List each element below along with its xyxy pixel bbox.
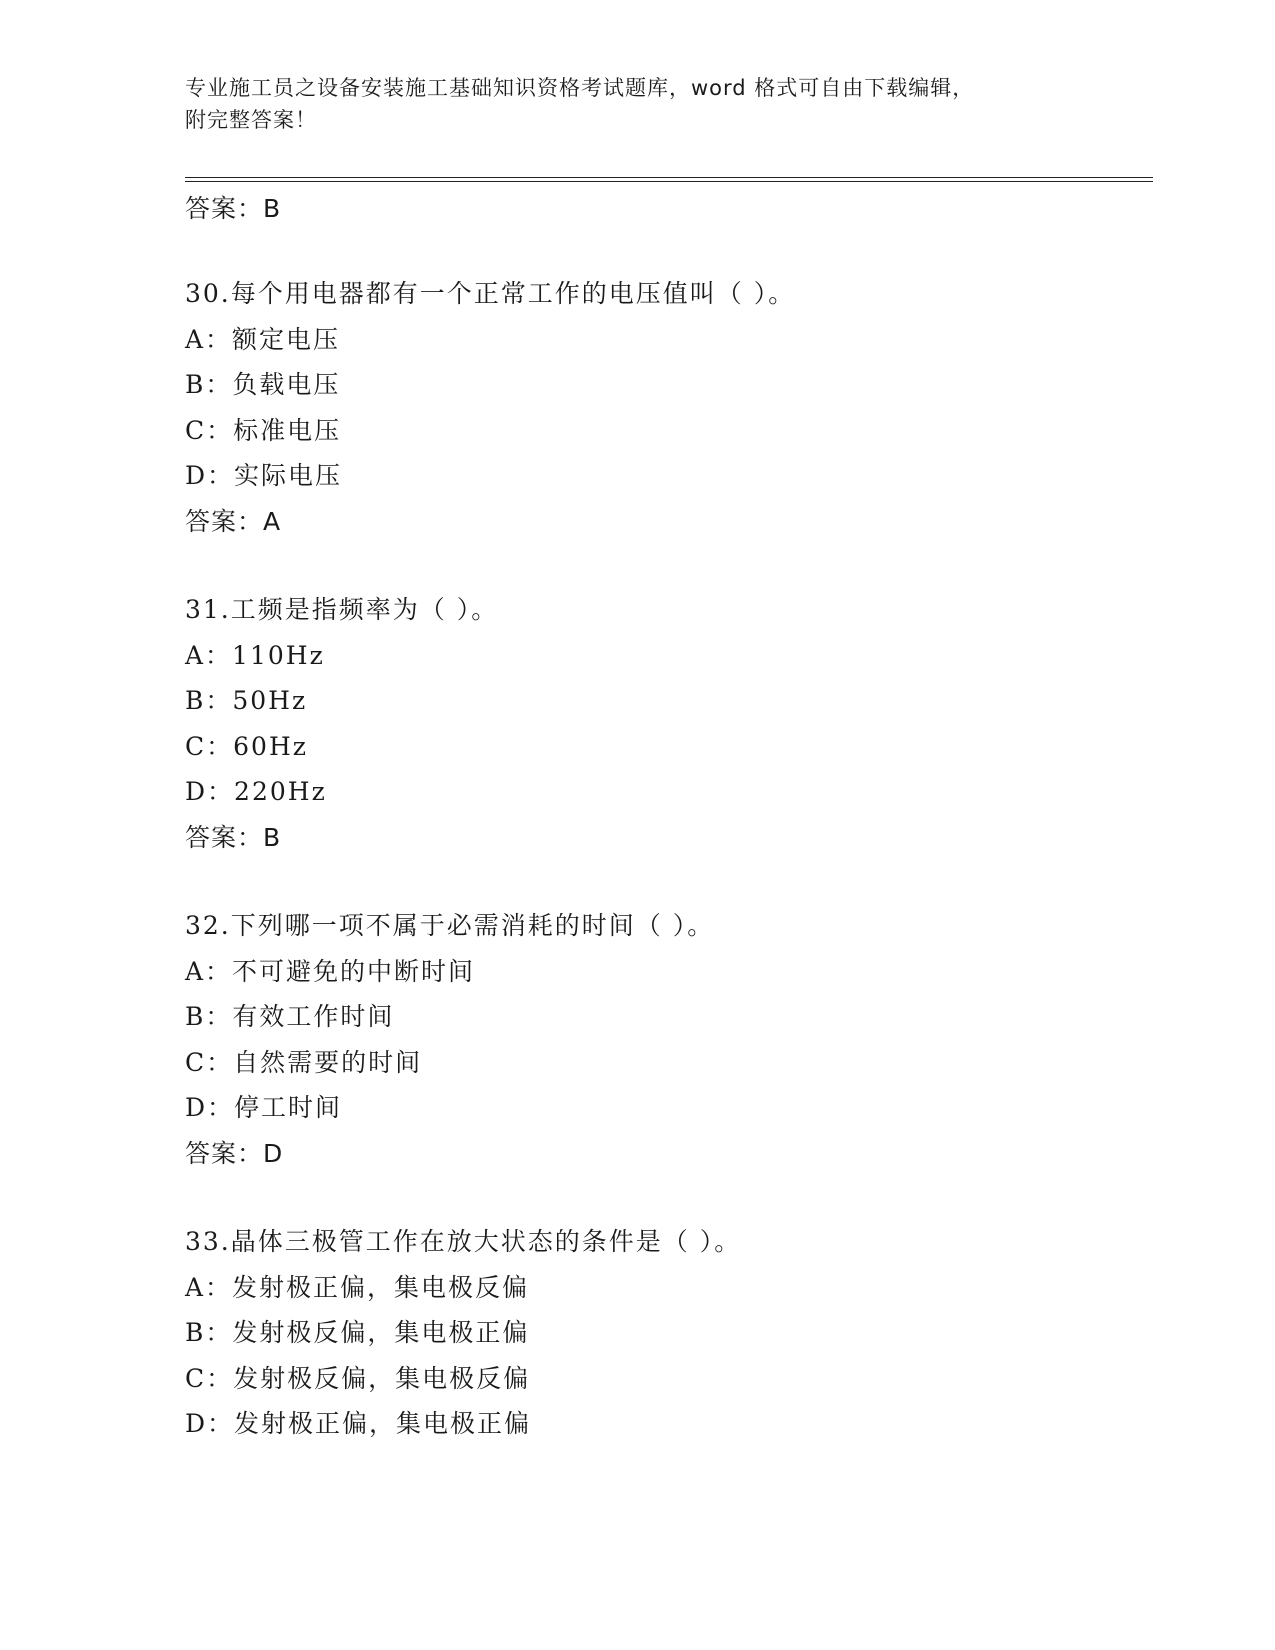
option-b: B：发射极反偏，集电极正偏 (185, 1318, 530, 1347)
header-line-1: 专业施工员之设备安装施工基础知识资格考试题库，word 格式可自由下载编辑， (185, 76, 975, 100)
question-32 (185, 903, 1125, 1176)
question-31 (185, 587, 1125, 860)
option-c: C：发射极反偏，集电极反偏 (185, 1363, 531, 1393)
option-b: B：有效工作时间 (185, 1002, 395, 1031)
option-d: D：发射极正偏，集电极正偏 (185, 1409, 532, 1438)
option-c: C：标准电压 (185, 415, 342, 445)
header-line-2: 附完整答案！ (185, 108, 317, 132)
option-b: B：50Hz (185, 686, 308, 715)
option-a: A：不可避免的中断时间 (185, 956, 476, 986)
question-answer: 答案：A (185, 506, 282, 536)
option-a: A：额定电压 (185, 324, 341, 354)
option-b: B：负载电压 (185, 370, 341, 399)
document-header (185, 72, 1085, 136)
option-c: C：60Hz (185, 731, 308, 761)
previous-answer: 答案：B (185, 194, 282, 223)
question-stem: 31.工频是指频率为（ ）。 (185, 595, 499, 624)
option-d: D：实际电压 (185, 461, 343, 490)
question-30 (185, 271, 1125, 544)
option-d: D：停工时间 (185, 1093, 343, 1122)
header-divider-top (185, 177, 1153, 178)
question-stem: 30.每个用电器都有一个正常工作的电压值叫（ ）。 (185, 279, 796, 308)
question-answer: 答案：D (185, 1138, 284, 1168)
option-d: D：220Hz (185, 777, 327, 806)
question-stem: 33.晶体三极管工作在放大状态的条件是（ ）。 (185, 1227, 742, 1256)
question-33 (185, 1219, 1125, 1447)
option-a: A：发射极正偏，集电极反偏 (185, 1272, 530, 1302)
option-a: A：110Hz (185, 640, 325, 670)
header-divider-bottom (185, 181, 1153, 182)
question-answer: 答案：B (185, 822, 282, 852)
option-c: C：自然需要的时间 (185, 1047, 423, 1077)
question-stem: 32.下列哪一项不属于必需消耗的时间（ ）。 (185, 911, 715, 940)
